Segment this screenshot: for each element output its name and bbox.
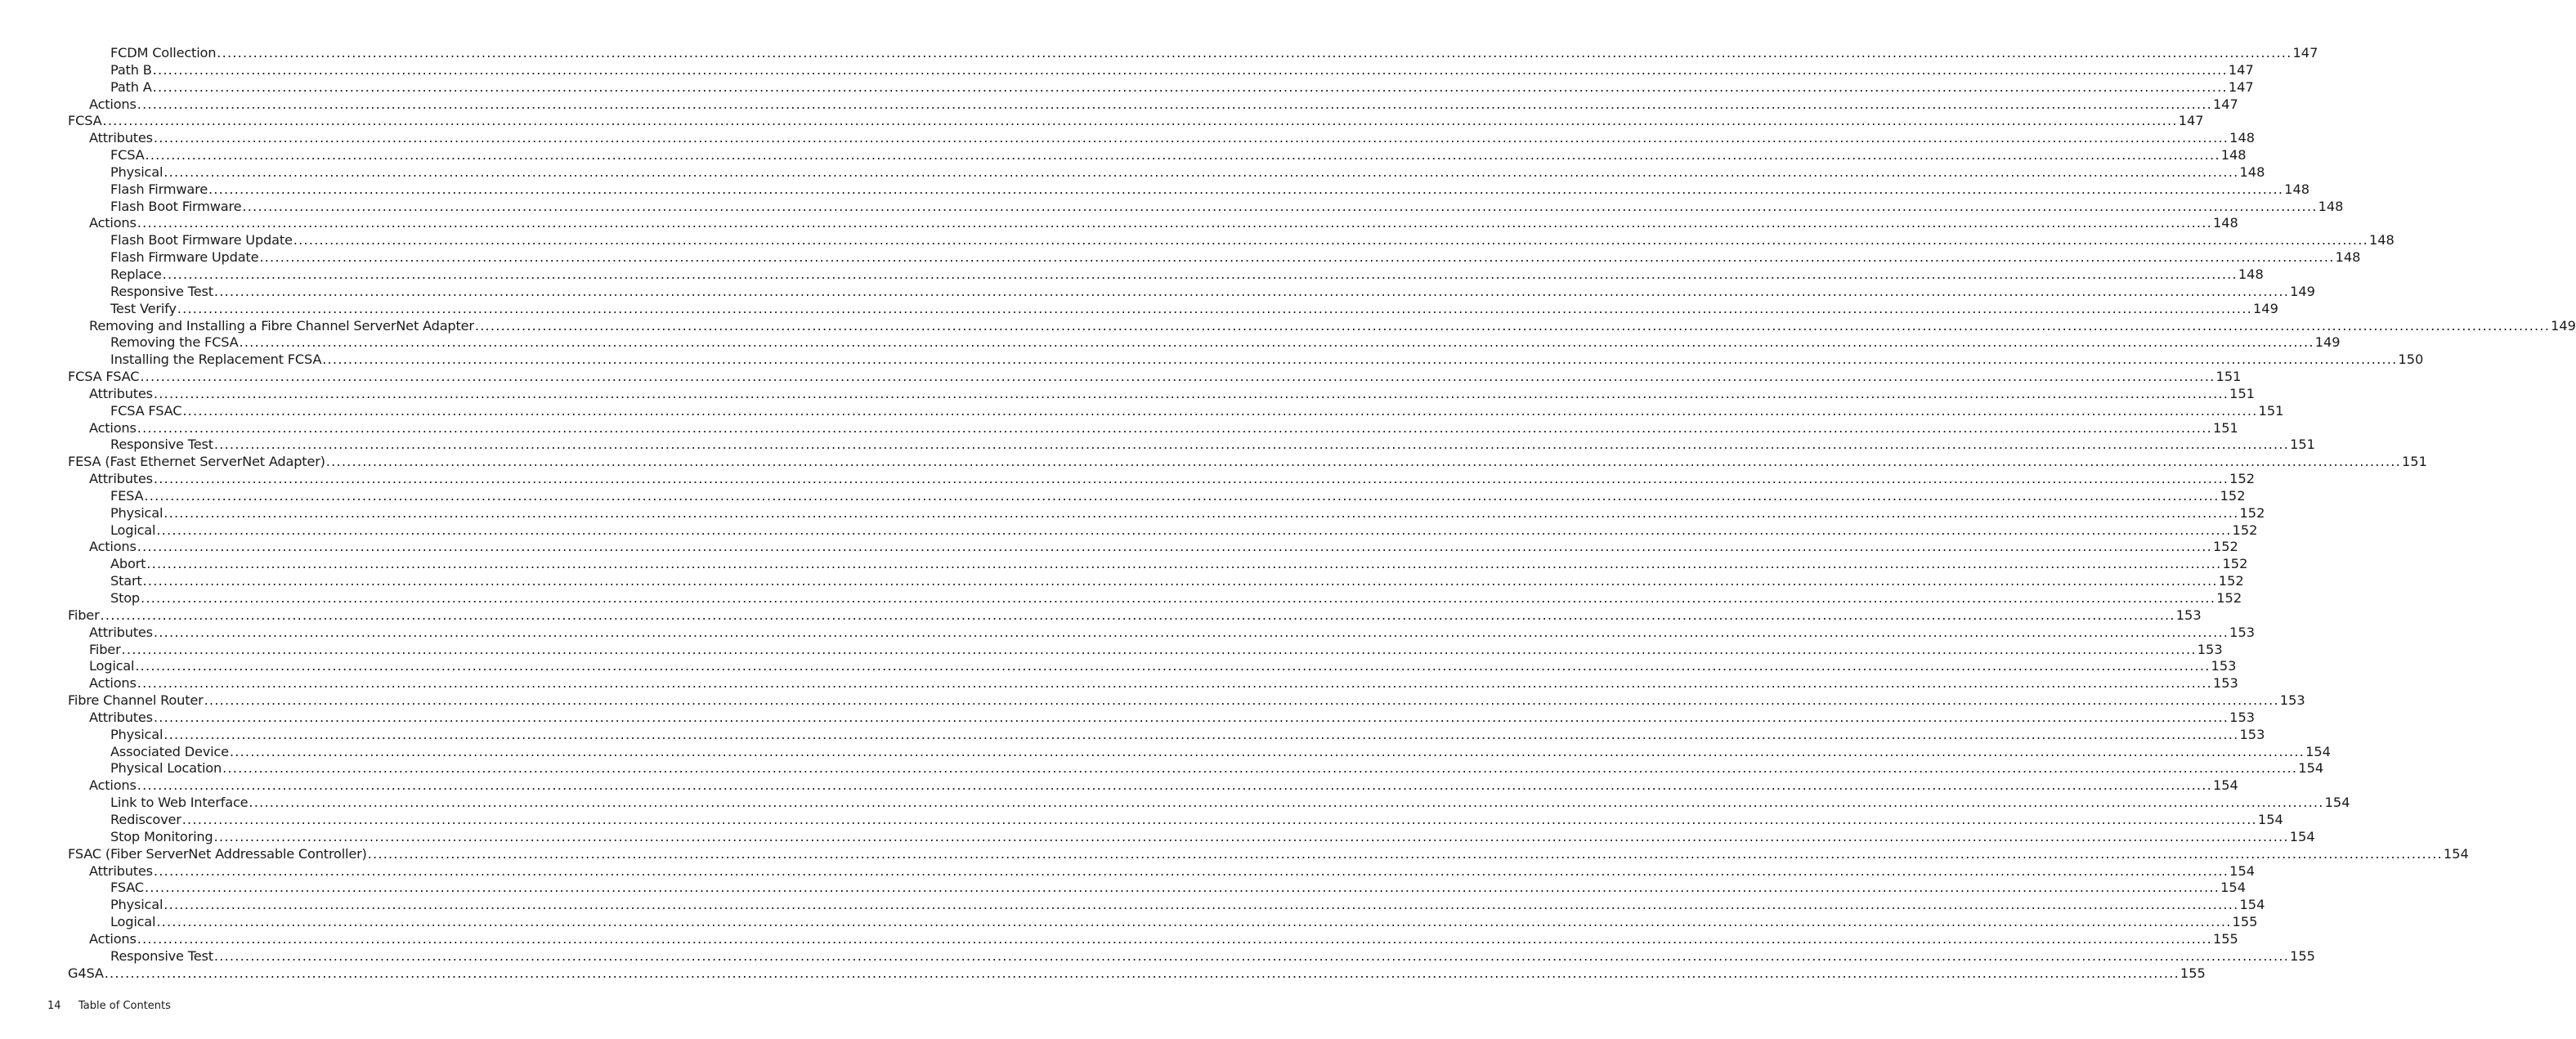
toc-entry[interactable]: [0, 914, 2258, 931]
dot-leader: ................................................................................................................................................................................................................................................................................................................................................................................................................: [137, 215, 2212, 231]
dot-leader: ................................................................................................................................................................................................................................................................................................................................................................................................................: [137, 419, 2212, 436]
toc-entry-page-number: 154: [2305, 743, 2331, 759]
table-of-contents: [0, 45, 2576, 982]
toc-entry-label: Physical: [110, 897, 164, 913]
toc-entry-label: Flash Boot Firmware: [110, 198, 242, 214]
toc-entry[interactable]: [0, 795, 2350, 812]
toc-entry-label: Logical: [110, 914, 156, 930]
toc-entry[interactable]: [0, 947, 2315, 965]
dot-leader: ................................................................................................................................................................................................................................................................................................................................................................................................................: [146, 556, 2222, 572]
toc-entry[interactable]: [0, 675, 2238, 692]
toc-entry-label: Actions: [89, 539, 137, 555]
toc-entry-page-number: 154: [2212, 777, 2238, 794]
toc-entry-label: Fiber: [89, 641, 121, 657]
dot-leader: ................................................................................................................................................................................................................................................................................................................................................................................................................: [164, 726, 2239, 742]
toc-entry-page-number: 153: [2212, 675, 2238, 692]
dot-leader: ................................................................................................................................................................................................................................................................................................................................................................................................................: [213, 947, 2290, 964]
dot-leader: ................................................................................................................................................................................................................................................................................................................................................................................................................: [164, 504, 2239, 521]
toc-entry[interactable]: [0, 215, 2238, 232]
dot-leader: ................................................................................................................................................................................................................................................................................................................................................................................................................: [156, 914, 2232, 930]
dot-leader: ................................................................................................................................................................................................................................................................................................................................................................................................................: [293, 232, 2368, 249]
toc-entry-page-number: 155: [2180, 965, 2206, 981]
toc-entry[interactable]: [0, 334, 2341, 352]
toc-entry[interactable]: [0, 181, 2310, 199]
dot-leader: ................................................................................................................................................................................................................................................................................................................................................................................................................: [242, 198, 2318, 214]
dot-leader: ................................................................................................................................................................................................................................................................................................................................................................................................................: [144, 880, 2220, 896]
toc-entry-page-number: 148: [2212, 215, 2238, 231]
toc-entry-page-number: 147: [2228, 61, 2254, 78]
toc-entry[interactable]: [0, 760, 2324, 777]
toc-entry-label: Responsive Test: [110, 283, 213, 299]
toc-entry[interactable]: [0, 402, 2284, 420]
toc-entry-label: Associated Device: [110, 743, 229, 759]
toc-entry-page-number: 153: [2239, 726, 2265, 742]
toc-entry-page-number: 152: [2216, 590, 2242, 606]
toc-entry-page-number: 155: [2232, 914, 2258, 930]
toc-entry[interactable]: [0, 692, 2305, 710]
toc-entry-page-number: 153: [2197, 641, 2223, 657]
dot-leader: ................................................................................................................................................................................................................................................................................................................................................................................................................: [229, 743, 2305, 759]
dot-leader: ................................................................................................................................................................................................................................................................................................................................................................................................................: [137, 539, 2212, 555]
dot-leader: ................................................................................................................................................................................................................................................................................................................................................................................................................: [137, 675, 2212, 692]
toc-entry-label: Fibre Channel Router: [68, 692, 204, 709]
toc-entry[interactable]: [0, 930, 2238, 948]
toc-entry-page-number: 149: [2252, 300, 2278, 316]
toc-entry-label: Physical: [110, 726, 164, 742]
dot-leader: ................................................................................................................................................................................................................................................................................................................................................................................................................: [204, 692, 2279, 709]
toc-entry[interactable]: [0, 624, 2256, 642]
toc-entry[interactable]: [0, 845, 2469, 863]
toc-entry-label: Link to Web Interface: [110, 795, 249, 811]
toc-entry-page-number: 152: [2222, 556, 2248, 572]
dot-leader: ................................................................................................................................................................................................................................................................................................................................................................................................................: [217, 45, 2292, 60]
toc-entry[interactable]: [0, 641, 2223, 659]
dot-leader: ................................................................................................................................................................................................................................................................................................................................................................................................................: [208, 181, 2284, 197]
dot-leader: ................................................................................................................................................................................................................................................................................................................................................................................................................: [144, 487, 2220, 504]
toc-entry[interactable]: [0, 317, 2576, 335]
toc-entry[interactable]: [0, 862, 2256, 880]
toc-entry-page-number: 147: [2292, 45, 2318, 60]
dot-leader: ................................................................................................................................................................................................................................................................................................................................................................................................................: [239, 334, 2314, 351]
dot-leader: ................................................................................................................................................................................................................................................................................................................................................................................................................: [177, 300, 2252, 316]
toc-entry-page-number: 152: [2218, 573, 2244, 589]
toc-entry-page-number: 152: [2212, 539, 2238, 555]
dot-leader: ................................................................................................................................................................................................................................................................................................................................................................................................................: [152, 61, 2228, 78]
toc-entry[interactable]: [0, 658, 2237, 675]
dot-leader: ................................................................................................................................................................................................................................................................................................................................................................................................................: [156, 522, 2232, 538]
toc-entry[interactable]: [0, 777, 2238, 795]
toc-entry-label: Rediscover: [110, 811, 181, 827]
toc-entry-page-number: 148: [2229, 130, 2256, 146]
toc-entry-label: Attributes: [89, 709, 153, 725]
toc-entry-page-number: 148: [2238, 266, 2264, 282]
toc-entry-page-number: 151: [2215, 369, 2242, 385]
toc-entry-page-number: 148: [2368, 232, 2395, 249]
toc-entry-label: Flash Firmware Update: [110, 249, 259, 266]
toc-entry-label: Path A: [110, 78, 152, 95]
toc-entry-page-number: 147: [2228, 78, 2254, 95]
toc-entry-page-number: 151: [2402, 454, 2427, 470]
toc-entry[interactable]: [0, 556, 2248, 573]
toc-entry-label: Attributes: [89, 130, 153, 146]
toc-entry-label: Stop: [110, 590, 141, 606]
toc-entry[interactable]: [0, 198, 2344, 216]
toc-entry[interactable]: [0, 352, 2424, 369]
toc-entry[interactable]: [0, 45, 2318, 62]
toc-entry-label: Logical: [89, 658, 135, 674]
dot-leader: ................................................................................................................................................................................................................................................................................................................................................................................................................: [325, 454, 2401, 470]
toc-entry[interactable]: [0, 607, 2202, 625]
toc-entry-page-number: 149: [2314, 334, 2341, 351]
toc-entry[interactable]: [0, 743, 2331, 761]
toc-entry-label: G4SA: [68, 965, 104, 981]
toc-entry[interactable]: [0, 300, 2278, 318]
toc-entry-label: Attributes: [89, 471, 153, 487]
dot-leader: ................................................................................................................................................................................................................................................................................................................................................................................................................: [145, 147, 2220, 163]
toc-entry-label: FCSA: [68, 113, 102, 129]
dot-leader: ................................................................................................................................................................................................................................................................................................................................................................................................................: [142, 573, 2218, 589]
toc-entry-label: Actions: [89, 96, 137, 112]
toc-entry[interactable]: [0, 828, 2315, 846]
dot-leader: ................................................................................................................................................................................................................................................................................................................................................................................................................: [153, 130, 2229, 146]
toc-entry-label: Actions: [89, 777, 137, 794]
toc-entry-page-number: 152: [2239, 504, 2265, 521]
toc-entry[interactable]: [0, 965, 2206, 983]
toc-entry-page-number: 153: [2211, 658, 2237, 674]
toc-entry[interactable]: [0, 726, 2265, 744]
toc-entry[interactable]: [0, 232, 2395, 249]
toc-entry-page-number: 152: [2220, 487, 2246, 504]
toc-entry[interactable]: [0, 709, 2256, 727]
toc-entry-page-number: 155: [2290, 947, 2315, 964]
dot-leader: ................................................................................................................................................................................................................................................................................................................................................................................................................: [135, 658, 2211, 674]
dot-leader: ................................................................................................................................................................................................................................................................................................................................................................................................................: [153, 385, 2229, 401]
toc-entry[interactable]: [0, 78, 2254, 96]
dot-leader: ................................................................................................................................................................................................................................................................................................................................................................................................................: [367, 845, 2443, 862]
toc-entry-page-number: 154: [2298, 760, 2324, 777]
dot-leader: ................................................................................................................................................................................................................................................................................................................................................................................................................: [121, 641, 2197, 657]
toc-entry[interactable]: [0, 419, 2238, 437]
toc-entry[interactable]: [0, 471, 2256, 488]
toc-entry[interactable]: [0, 487, 2246, 505]
toc-entry-label: Removing the FCSA: [110, 334, 239, 351]
toc-entry-page-number: 155: [2212, 930, 2238, 947]
toc-entry-page-number: 154: [2229, 862, 2256, 879]
dot-leader: ................................................................................................................................................................................................................................................................................................................................................................................................................: [213, 437, 2290, 453]
toc-entry-page-number: 153: [2229, 709, 2256, 725]
toc-entry-page-number: 154: [2220, 880, 2247, 896]
toc-entry[interactable]: [0, 522, 2258, 540]
dot-leader: ................................................................................................................................................................................................................................................................................................................................................................................................................: [100, 607, 2175, 623]
toc-entry[interactable]: [0, 590, 2242, 607]
dot-leader: ................................................................................................................................................................................................................................................................................................................................................................................................................: [137, 96, 2212, 112]
dot-leader: ................................................................................................................................................................................................................................................................................................................................................................................................................: [322, 352, 2398, 368]
toc-entry-page-number: 151: [2258, 402, 2284, 419]
toc-entry-label: Fiber: [68, 607, 100, 623]
dot-leader: ................................................................................................................................................................................................................................................................................................................................................................................................................: [153, 709, 2229, 725]
toc-entry[interactable]: [0, 249, 2361, 266]
toc-entry[interactable]: [0, 130, 2256, 147]
toc-entry-page-number: 151: [2229, 385, 2256, 401]
toc-entry-label: FCSA FSAC: [68, 369, 140, 385]
toc-entry-label: Responsive Test: [110, 437, 213, 453]
toc-entry-page-number: 148: [2318, 198, 2344, 214]
toc-entry[interactable]: [0, 113, 2204, 130]
toc-entry-label: FCDM Collection: [110, 45, 217, 60]
toc-entry[interactable]: [0, 437, 2315, 454]
dot-leader: ................................................................................................................................................................................................................................................................................................................................................................................................................: [164, 163, 2239, 180]
toc-entry[interactable]: [0, 811, 2283, 829]
toc-entry-page-number: 154: [2289, 828, 2315, 844]
toc-entry-label: Path B: [110, 61, 152, 78]
toc-entry-page-number: 153: [2229, 624, 2256, 640]
toc-entry-label: FESA (Fast Ethernet ServerNet Adapter): [68, 454, 325, 470]
toc-entry-label: Abort: [110, 556, 146, 572]
dot-leader: ................................................................................................................................................................................................................................................................................................................................................................................................................: [102, 113, 2178, 129]
dot-leader: ................................................................................................................................................................................................................................................................................................................................................................................................................: [153, 471, 2229, 487]
toc-entry-label: Attributes: [89, 862, 153, 879]
toc-entry[interactable]: [0, 897, 2265, 914]
toc-entry-label: Flash Boot Firmware Update: [110, 232, 293, 249]
toc-entry-page-number: 154: [2257, 811, 2283, 827]
dot-leader: ................................................................................................................................................................................................................................................................................................................................................................................................................: [137, 777, 2212, 794]
toc-entry[interactable]: [0, 369, 2242, 386]
toc-entry-label: Actions: [89, 675, 137, 692]
dot-leader: ................................................................................................................................................................................................................................................................................................................................................................................................................: [474, 317, 2551, 334]
dot-leader: ................................................................................................................................................................................................................................................................................................................................................................................................................: [141, 590, 2216, 606]
dot-leader: ................................................................................................................................................................................................................................................................................................................................................................................................................: [164, 897, 2239, 913]
toc-entry-label: Actions: [89, 930, 137, 947]
toc-entry[interactable]: [0, 539, 2238, 556]
dot-leader: ................................................................................................................................................................................................................................................................................................................................................................................................................: [137, 930, 2212, 947]
toc-entry-label: Logical: [110, 522, 156, 538]
toc-entry[interactable]: [0, 163, 2265, 181]
toc-entry-label: Responsive Test: [110, 947, 213, 964]
toc-entry-page-number: 151: [2212, 419, 2238, 436]
toc-entry-page-number: 148: [2239, 163, 2265, 180]
toc-entry-label: FESA: [110, 487, 144, 504]
dot-leader: ................................................................................................................................................................................................................................................................................................................................................................................................................: [222, 760, 2298, 777]
toc-entry-label: Attributes: [89, 385, 153, 401]
toc-entry-label: Stop Monitoring: [110, 828, 213, 844]
toc-entry-page-number: 153: [2279, 692, 2305, 709]
toc-entry[interactable]: [0, 96, 2238, 114]
toc-entry[interactable]: [0, 504, 2265, 522]
toc-entry[interactable]: [0, 454, 2427, 471]
toc-entry-page-number: 151: [2290, 437, 2315, 453]
dot-leader: ................................................................................................................................................................................................................................................................................................................................................................................................................: [213, 283, 2290, 299]
toc-entry[interactable]: [0, 61, 2254, 79]
dot-leader: ................................................................................................................................................................................................................................................................................................................................................................................................................: [153, 862, 2229, 879]
toc-entry-page-number: 148: [2284, 181, 2310, 197]
toc-entry-page-number: 152: [2232, 522, 2258, 538]
toc-entry-label: Actions: [89, 419, 137, 436]
toc-entry-label: Replace: [110, 266, 162, 282]
toc-entry[interactable]: [0, 573, 2244, 590]
dot-leader: ................................................................................................................................................................................................................................................................................................................................................................................................................: [213, 828, 2289, 844]
dot-leader: ................................................................................................................................................................................................................................................................................................................................................................................................................: [152, 78, 2228, 95]
toc-entry-label: FSAC (Fiber ServerNet Addressable Controller): [68, 845, 367, 862]
toc-entry[interactable]: [0, 266, 2264, 284]
dot-leader: ................................................................................................................................................................................................................................................................................................................................................................................................................: [140, 369, 2215, 385]
toc-entry-label: Test Verify: [110, 300, 177, 316]
toc-entry-page-number: 154: [2324, 795, 2350, 811]
toc-entry-page-number: 150: [2398, 352, 2424, 368]
page-footer: [47, 1000, 171, 1012]
toc-entry-page-number: 149: [2290, 283, 2315, 299]
toc-entry-label: Removing and Installing a Fibre Channel ServerNet Adapter: [89, 317, 474, 334]
toc-entry-page-number: 147: [2212, 96, 2238, 112]
dot-leader: ................................................................................................................................................................................................................................................................................................................................................................................................................: [153, 624, 2229, 640]
toc-entry[interactable]: [0, 880, 2247, 897]
page-number: 14: [47, 1000, 61, 1012]
toc-entry-page-number: 148: [2220, 147, 2247, 163]
footer-section-title: Table of Contents: [78, 1000, 171, 1012]
toc-entry-label: FSAC: [110, 880, 144, 896]
toc-entry-page-number: 152: [2229, 471, 2256, 487]
toc-entry-page-number: 154: [2239, 897, 2265, 913]
dot-leader: ................................................................................................................................................................................................................................................................................................................................................................................................................: [181, 811, 2257, 827]
dot-leader: ................................................................................................................................................................................................................................................................................................................................................................................................................: [249, 795, 2324, 811]
toc-entry-page-number: 149: [2551, 317, 2576, 334]
toc-entry-label: Physical: [110, 163, 164, 180]
toc-entry[interactable]: [0, 385, 2256, 403]
dot-leader: ................................................................................................................................................................................................................................................................................................................................................................................................................: [104, 965, 2180, 981]
toc-entry-label: Physical Location: [110, 760, 222, 777]
toc-entry-label: Actions: [89, 215, 137, 231]
toc-entry-label: Installing the Replacement FCSA: [110, 352, 322, 368]
toc-entry-label: FCSA: [110, 147, 145, 163]
toc-entry[interactable]: [0, 147, 2247, 164]
toc-entry-label: Attributes: [89, 624, 153, 640]
toc-entry-label: Flash Firmware: [110, 181, 208, 197]
toc-entry[interactable]: [0, 283, 2315, 301]
dot-leader: ................................................................................................................................................................................................................................................................................................................................................................................................................: [259, 249, 2335, 266]
dot-leader: ................................................................................................................................................................................................................................................................................................................................................................................................................: [162, 266, 2238, 282]
toc-entry-page-number: 148: [2335, 249, 2361, 266]
toc-entry-label: Physical: [110, 504, 164, 521]
toc-entry-page-number: 154: [2443, 845, 2469, 862]
dot-leader: ................................................................................................................................................................................................................................................................................................................................................................................................................: [182, 402, 2258, 419]
toc-entry-label: Start: [110, 573, 142, 589]
toc-entry-label: FCSA FSAC: [110, 402, 182, 419]
toc-entry-page-number: 147: [2178, 113, 2204, 129]
toc-entry-page-number: 153: [2175, 607, 2202, 623]
